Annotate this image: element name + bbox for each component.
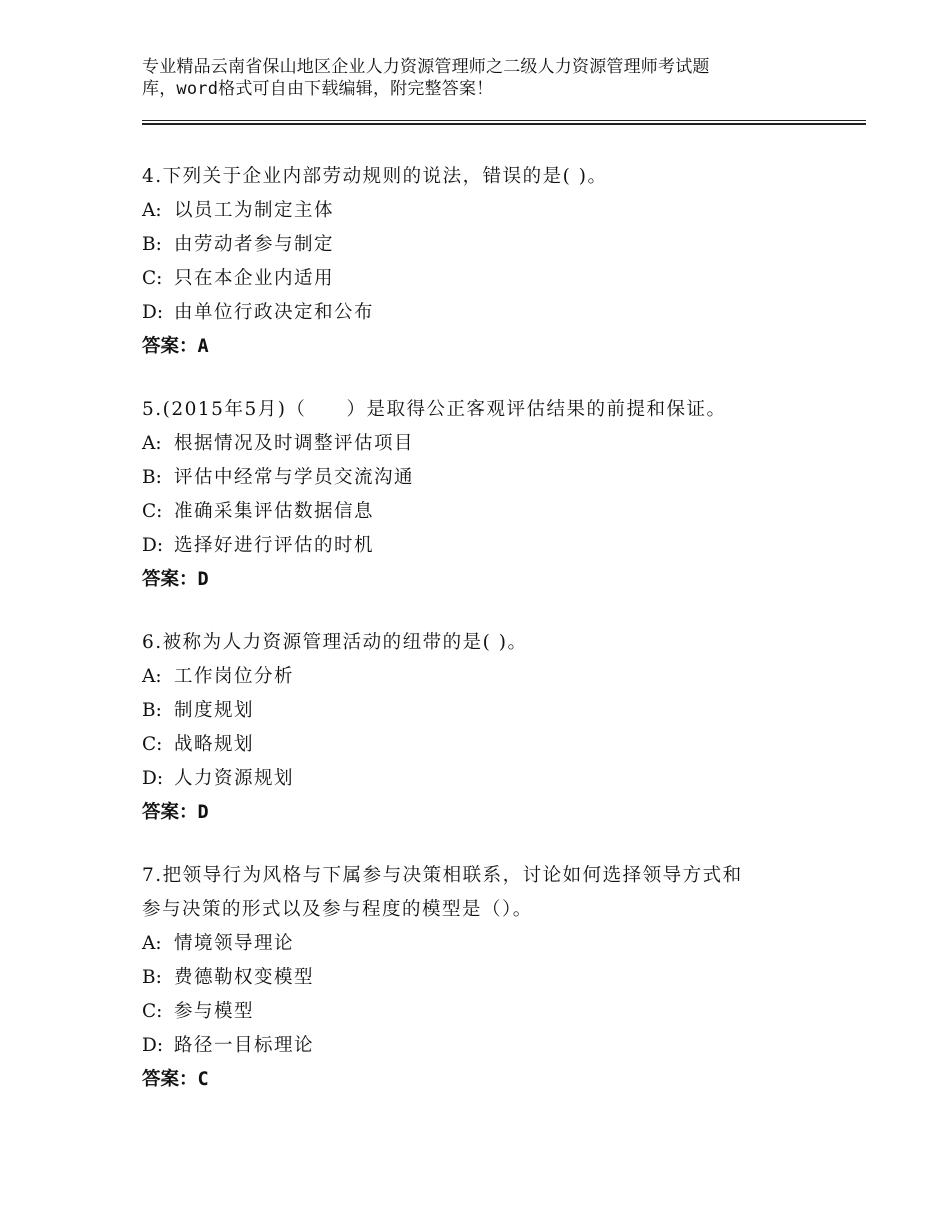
header-divider-thick <box>142 123 866 125</box>
option-text: 评估中经常与学员交流沟通 <box>174 467 415 488</box>
answer-option <box>142 529 842 563</box>
option-text: 参与模型 <box>174 1001 255 1022</box>
answer-option <box>142 1029 842 1063</box>
option-key: B: <box>142 967 162 988</box>
option-text: 人力资源规划 <box>174 768 295 789</box>
option-text: 路径一目标理论 <box>174 1035 315 1056</box>
option-key: A: <box>142 200 162 221</box>
option-key: B: <box>142 467 162 488</box>
option-text: 由单位行政决定和公布 <box>174 302 375 323</box>
option-key: C: <box>142 734 163 755</box>
option-text: 选择好进行评估的时机 <box>174 535 375 556</box>
question-block <box>142 859 842 1097</box>
question-stem: 参与决策的形式以及参与程度的模型是（）。 <box>142 899 533 920</box>
question-block <box>142 393 842 597</box>
option-text: 准确采集评估数据信息 <box>174 501 375 522</box>
answer-option <box>142 728 842 762</box>
answer-option <box>142 461 842 495</box>
answer-option <box>142 961 842 995</box>
answer-option <box>142 296 842 330</box>
option-text: 以员工为制定主体 <box>174 200 335 221</box>
answer-option <box>142 194 842 228</box>
option-key: A: <box>142 666 162 687</box>
answer-option <box>142 660 842 694</box>
option-key: C: <box>142 268 163 289</box>
option-key: D: <box>142 1035 164 1056</box>
answer-option <box>142 495 842 529</box>
answer-option <box>142 694 842 728</box>
option-key: B: <box>142 700 162 721</box>
option-text: 情境领导理论 <box>174 933 295 954</box>
question-stem: 6.被称为人力资源管理活动的纽带的是( )。 <box>142 632 528 653</box>
answer-line: 答案：D <box>142 802 209 823</box>
answer-line: 答案：C <box>142 1069 209 1090</box>
option-key: B: <box>142 234 162 255</box>
answer-line: 答案：D <box>142 569 209 590</box>
question-stem: 5.(2015年5月)（ ）是取得公正客观评估结果的前提和保证。 <box>142 399 727 420</box>
option-text: 根据情况及时调整评估项目 <box>174 433 415 454</box>
answer-option <box>142 995 842 1029</box>
answer-option <box>142 262 842 296</box>
question-block <box>142 626 842 830</box>
option-key: D: <box>142 535 164 556</box>
option-key: D: <box>142 768 164 789</box>
option-text: 工作岗位分析 <box>174 666 295 687</box>
header-divider-thin <box>142 120 866 121</box>
option-text: 战略规划 <box>174 734 255 755</box>
option-text: 只在本企业内适用 <box>174 268 335 289</box>
option-text: 由劳动者参与制定 <box>174 234 335 255</box>
answer-option <box>142 762 842 796</box>
question-block <box>142 160 842 364</box>
header-line-2: 库，word格式可自由下载编辑，附完整答案！ <box>142 79 494 99</box>
option-text: 费德勒权变模型 <box>174 967 315 988</box>
option-key: A: <box>142 933 162 954</box>
option-key: A: <box>142 433 162 454</box>
option-key: D: <box>142 302 164 323</box>
answer-line: 答案：A <box>142 336 209 357</box>
document-header <box>142 56 842 100</box>
option-text: 制度规划 <box>174 700 255 721</box>
option-key: C: <box>142 1001 163 1022</box>
header-line-1: 专业精品云南省保山地区企业人力资源管理师之二级人力资源管理师考试题 <box>142 57 710 77</box>
question-stem: 4.下列关于企业内部劳动规则的说法，错误的是( )。 <box>142 166 608 187</box>
answer-option <box>142 228 842 262</box>
answer-option <box>142 927 842 961</box>
option-key: C: <box>142 501 163 522</box>
question-stem: 7.把领导行为风格与下属参与决策相联系，讨论如何选择领导方式和 <box>142 865 743 886</box>
answer-option <box>142 427 842 461</box>
question-list <box>142 160 842 1126</box>
